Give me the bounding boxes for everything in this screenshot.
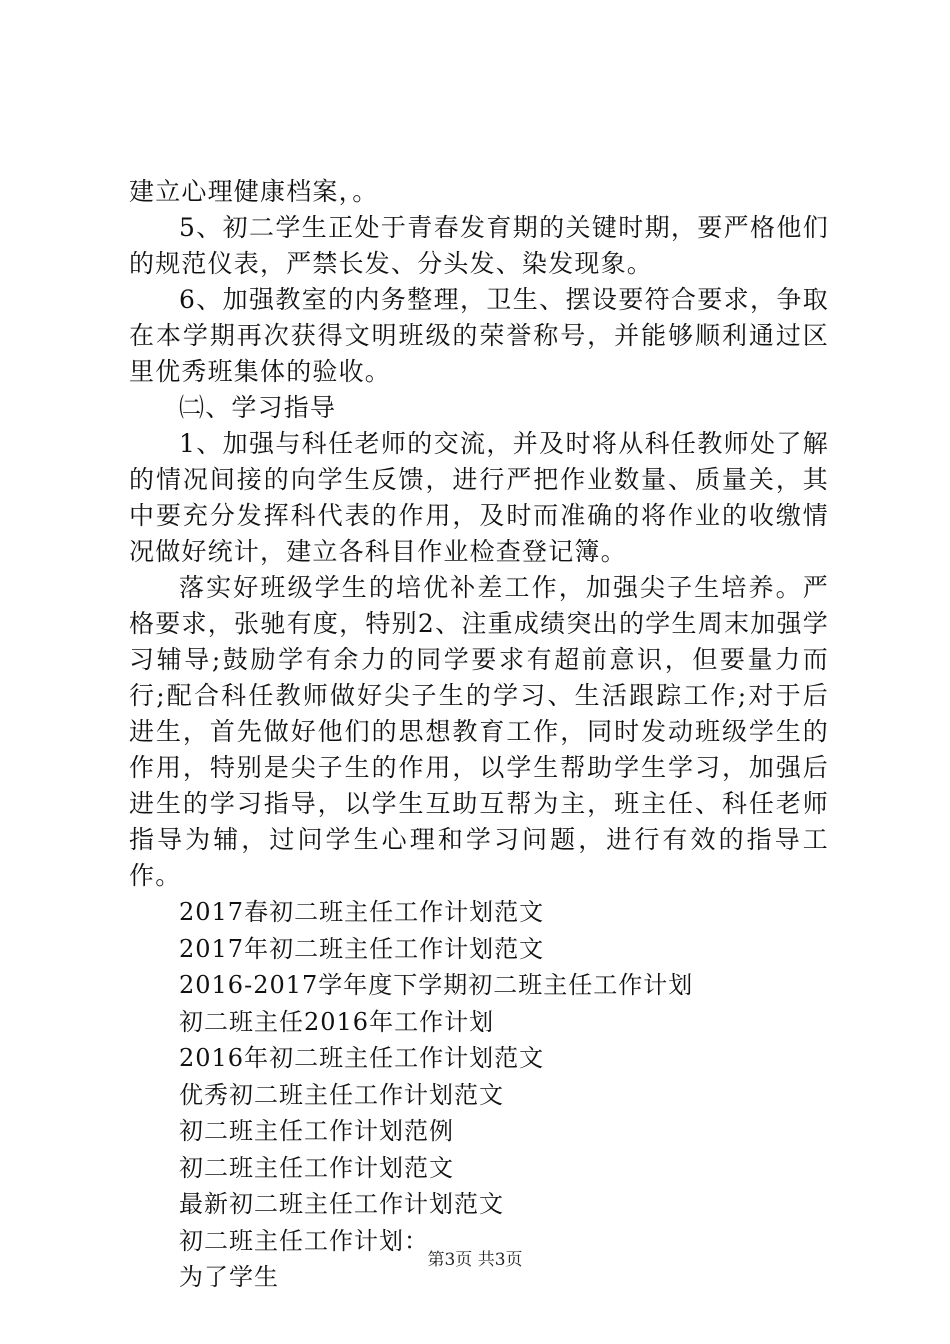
related-title: 初二班主任工作计划范文 [179,1153,454,1182]
paragraph-psychology-archive: 建立心理健康档案，。 [129,177,379,206]
related-titles-list [129,894,829,1296]
related-title: 为了学生 [179,1263,279,1291]
related-title: 优秀初二班主任工作计划范文 [179,1080,504,1109]
related-title: 2017年初二班主任工作计划范文 [179,934,545,963]
related-title: 初二班主任2016年工作计划 [179,1007,495,1036]
related-title: 2016年初二班主任工作计划范文 [179,1044,545,1072]
section-heading-study-guidance: ㈡、学习指导 [179,393,337,422]
page-number-footer: 第3页 共3页 [427,1250,523,1270]
paragraph-classroom-affairs: 6、加强教室的内务整理，卫生、摆设要符合要求，争取在本学期再次获得文明班级的荣誉称号，并能够顺利通过区里优秀班集体的验收。 [129,285,829,386]
paragraph-teacher-communication: 1、加强与科任老师的交流，并及时将从科任教师处了解的情况间接的向学生反馈，进行严把作业数量、质量关，其中要充分发挥科代表的作用，及时而准确的将作业的收缴情况做好统计，建立各科目作业检查登记簿。 [129,429,829,566]
paragraph-appearance-rules: 5、初二学生正处于青春发育期的关键时期，要严格他们的规范仪表，严禁长发、分头发、染发现象。 [129,213,829,278]
related-title: 2017春初二班主任工作计划范文 [179,898,545,926]
related-title: 初二班主任工作计划范例 [179,1117,454,1145]
related-title: 最新初二班主任工作计划范文 [179,1190,504,1218]
paragraph-tutoring-plan: 落实好班级学生的培优补差工作，加强尖子生培养。严格要求，张驰有度，特别2、注重成绩突出的学生周末加强学习辅导;鼓励学有余力的同学要求有超前意识，但要量力而行;配合科任教师做好尖子生的学习、生活跟踪工作;对于后进生，首先做好他们的思想教育工作，同时发动班级学生的作用，特别是尖子生的作用，以学生帮助学生学习，加强后进生的学习指导，以学生互助互帮为主，班主任、科任老师指导为辅，过问学生心理和学习问题，进行有效的指导工作。 [129,573,829,890]
document-body [129,174,829,1296]
related-title: 2016-2017学年度下学期初二班主任工作计划 [179,971,694,999]
related-title: 初二班主任工作计划： [179,1226,429,1255]
